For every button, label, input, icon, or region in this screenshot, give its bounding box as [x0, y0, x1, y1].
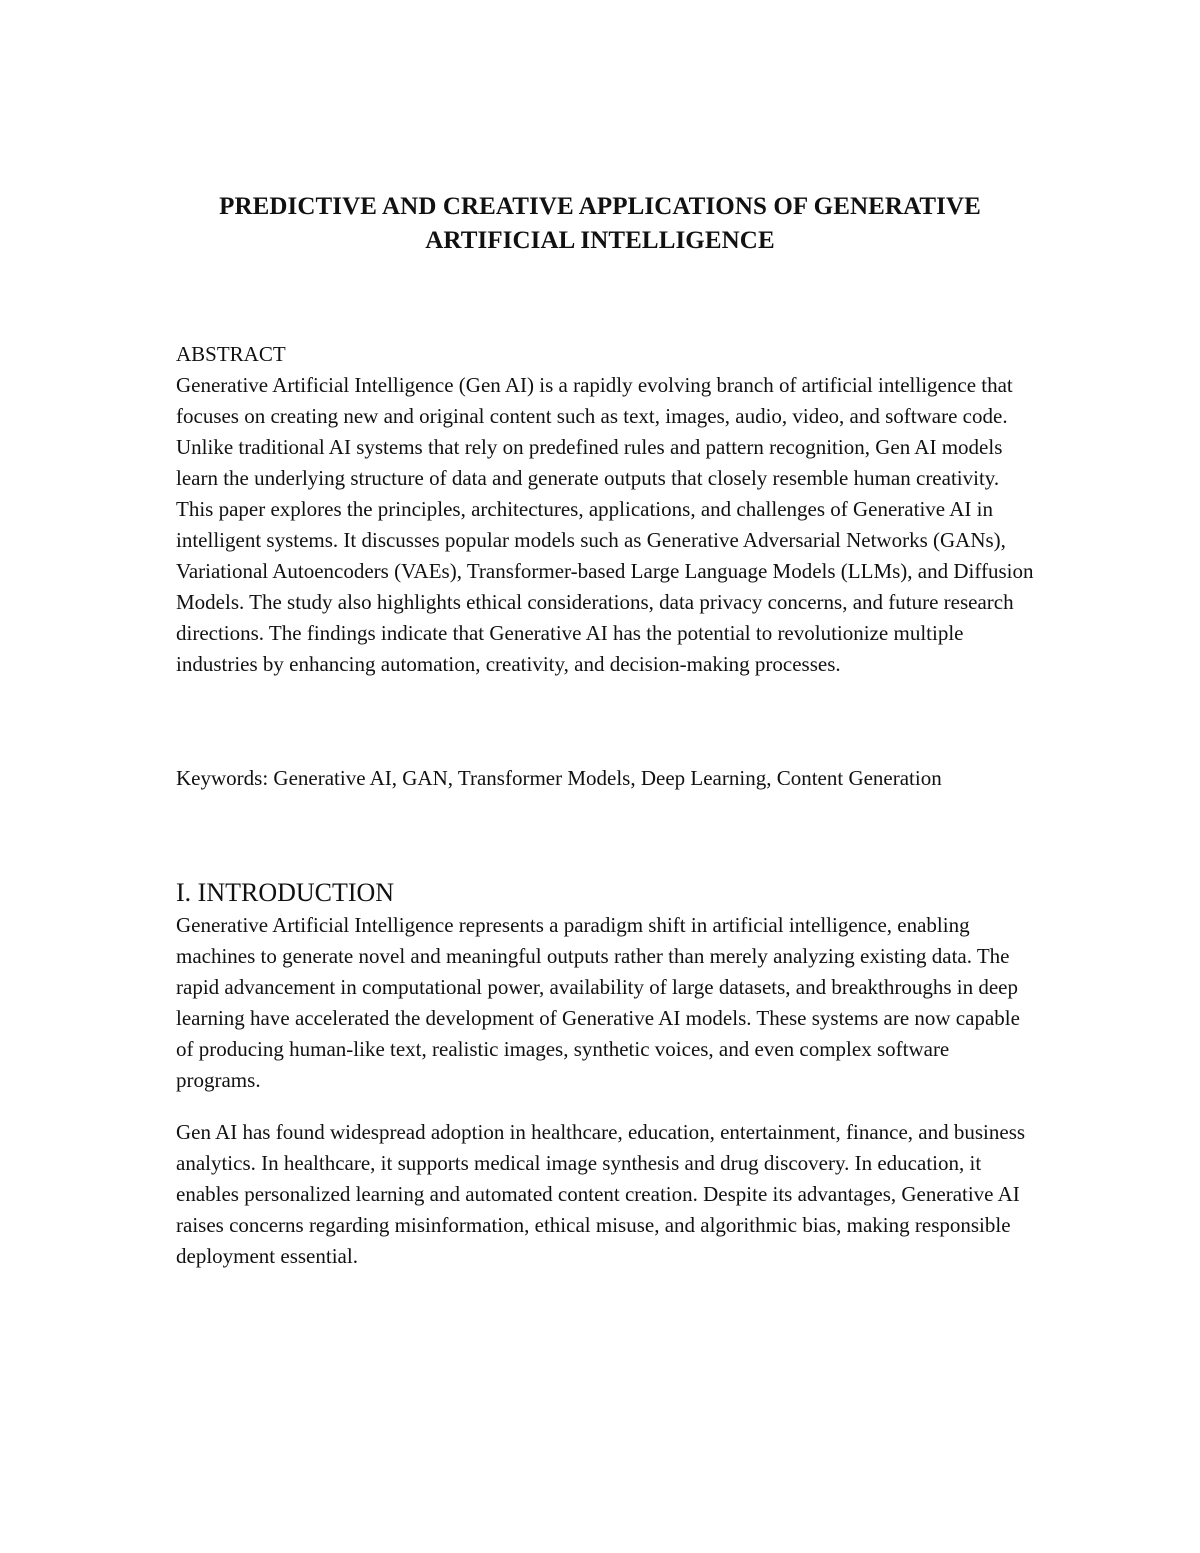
introduction-paragraph-2: Gen AI has found widespread adoption in healthcare, education, entertainment, finance, and business analytics. In healthcare, it supports medical image synthesis and drug discovery. In education, it enables personalized learning and automated content creation. Despite its advantages, Generative AI raises concerns regarding misinformation, ethical misuse, and algorithmic bias, making responsible deployment essential. [176, 1120, 1026, 1268]
paper-title-line-1: PREDICTIVE AND CREATIVE APPLICATIONS OF GENERATIVE [219, 193, 981, 220]
introduction-paragraph-1: Generative Artificial Intelligence represents a paradigm shift in artificial intelligence, enabling machines to generate novel and meaningful outputs rather than merely analyzing existing data. The rapid advancement in computational power, availability of large datasets, and breakthroughs in deep learning have accelerated the development of Generative AI models. These systems are now capable of producing human-like text, realistic images, synthetic voices, and even complex software programs. [176, 913, 1020, 1092]
abstract-label: ABSTRACT [176, 342, 286, 366]
abstract-section [176, 339, 1036, 680]
keywords: Keywords: Generative AI, GAN, Transformer Models, Deep Learning, Content Generation [176, 766, 942, 790]
section-heading-introduction: I. INTRODUCTION [176, 878, 395, 907]
abstract-text: Generative Artificial Intelligence (Gen AI) is a rapidly evolving branch of artificial intelligence that focuses on creating new and original content such as text, images, audio, video, and software code. Unlike traditional AI systems that rely on predefined rules and pattern recognition, Gen AI models learn the underlying structure of data and generate outputs that closely resemble human creativity. This paper explores the principles, architectures, applications, and challenges of Generative AI in intelligent systems. It discusses popular models such as Generative Adversarial Networks (GANs), Variational Autoencoders (VAEs), Transformer-based Large Language Models (LLMs), and Diffusion Models. The study also highlights ethical considerations, data privacy concerns, and future research directions. The findings indicate that Generative AI has the potential to revolutionize multiple industries by enhancing automation, creativity, and decision-making processes. [176, 373, 1034, 676]
paper-title [150, 190, 1050, 258]
paper-title-line-2: ARTIFICIAL INTELLIGENCE [425, 227, 775, 254]
